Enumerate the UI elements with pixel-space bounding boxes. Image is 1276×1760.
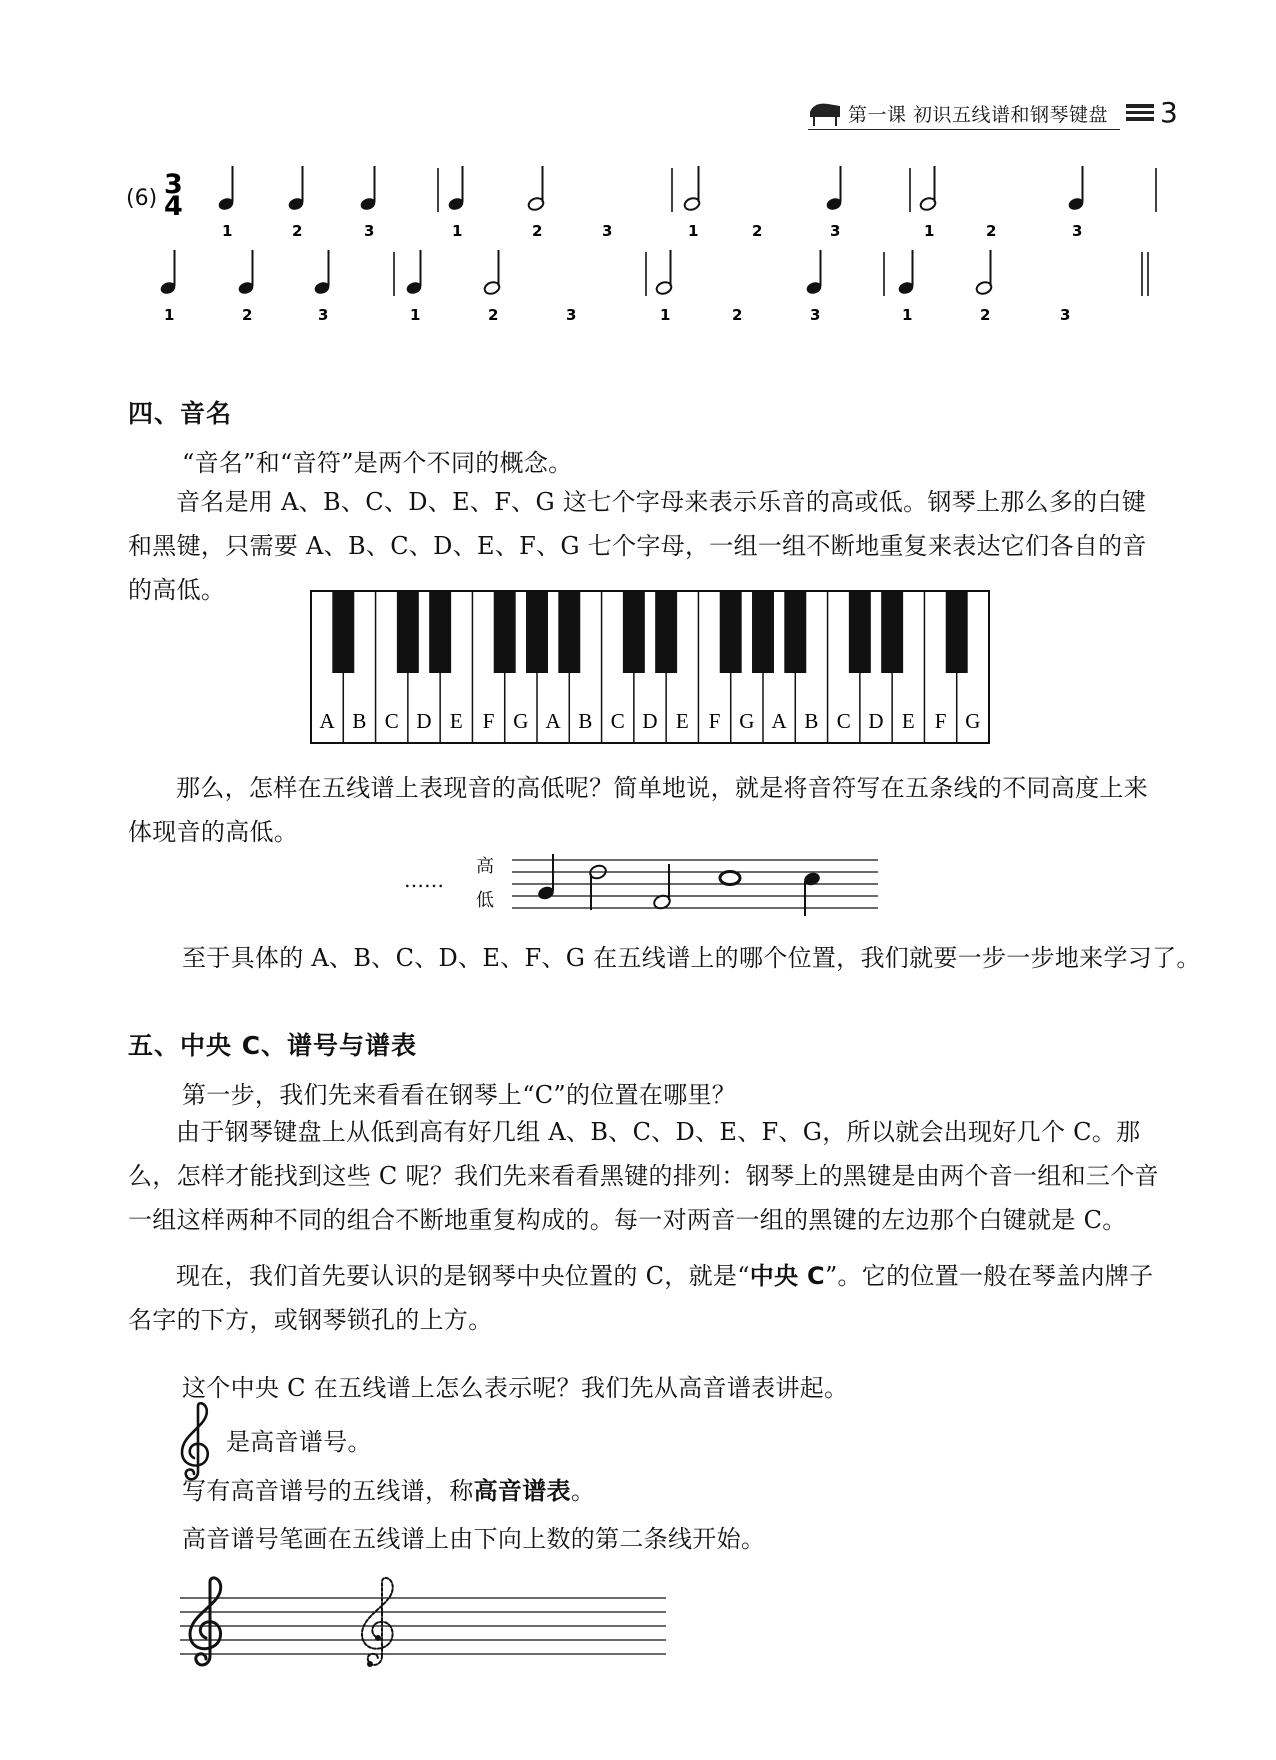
rhythm-note	[1067, 166, 1085, 240]
black-key	[849, 591, 871, 673]
finger-number: 2	[292, 222, 303, 240]
running-header	[808, 98, 1180, 132]
white-key-label: A	[545, 709, 561, 733]
finger-number: 1	[924, 222, 935, 240]
white-key-label: G	[513, 709, 529, 733]
finger-number: 3	[566, 306, 577, 324]
finger-number: 3	[602, 222, 613, 240]
white-key-label: A	[771, 709, 787, 733]
finger-number: 2	[488, 306, 499, 324]
white-key-label: C	[610, 709, 625, 733]
black-key	[332, 591, 354, 673]
finger-number: 1	[164, 306, 175, 324]
black-key	[655, 591, 677, 673]
exercise-row-2	[159, 250, 1148, 324]
section-4-p1: “音名”和“音符”是两个不同的概念。	[182, 449, 573, 477]
black-key	[784, 591, 806, 673]
page-number: 3	[1160, 96, 1178, 129]
white-key-label: G	[739, 709, 755, 733]
white-key-label: D	[416, 709, 432, 733]
finger-number: 3	[810, 306, 821, 324]
rhythm-note	[237, 250, 255, 324]
finger-number: 2	[752, 222, 763, 240]
middle-c-term: 中央 C	[749, 1262, 825, 1290]
finger-number: 1	[688, 222, 699, 240]
note-half-1	[588, 864, 607, 910]
rhythm-note	[313, 250, 331, 324]
section-5-p1: 第一步，我们先来看看在钢琴上“C”的位置在哪里？	[182, 1081, 737, 1109]
note-quarter-2	[802, 871, 821, 916]
note-half-2	[652, 864, 671, 910]
rhythm-note	[897, 250, 915, 324]
treble-clef-description: 是高音谱号。	[226, 1428, 372, 1456]
rhythm-note	[919, 166, 937, 240]
section-4-heading: 四、音名	[128, 399, 233, 428]
black-key	[397, 591, 419, 673]
finger-number: 2	[732, 306, 743, 324]
black-key	[946, 591, 968, 673]
section-4-p3: 那么，怎样在五线谱上表现音的高低呢？简单地说，就是将音符写在五条线的不同高度上来体现音的高低。	[128, 774, 1148, 846]
white-key-label: F	[708, 709, 721, 733]
pitch-high-label: 高	[476, 856, 494, 877]
section-5-p2: 由于钢琴键盘上从低到高有好几组 A、B、C、D、E、F、G，所以就会出现好几个 C。那么，怎样才能找到这些 C 呢？我们先来看看黑键的排列：钢琴上的黑键是由两个音一组和三个音一组这样两种不同的组合不断地重复构成的。每一对两音一组的黑键的左边那个白键就是 C。	[128, 1118, 1159, 1234]
treble-clef-symbol	[190, 1578, 221, 1665]
rhythm-note	[287, 166, 305, 240]
section-4-p4: 至于具体的 A、B、C、D、E、F、G 在五线谱上的哪个位置，我们就要一步一步地来学习了。	[182, 944, 1201, 972]
piano-keyboard-diagram	[310, 590, 990, 744]
section-4-p3-block	[128, 766, 1164, 854]
black-key	[494, 591, 516, 673]
section-5-p5-after: 。	[570, 1477, 596, 1505]
black-key	[558, 591, 580, 673]
exercise-row-1	[217, 166, 1156, 240]
black-key	[623, 591, 645, 673]
rhythm-note	[825, 166, 843, 240]
section-5-p4: 这个中央 C 在五线谱上怎么表示呢？我们先从高音谱表讲起。	[182, 1374, 849, 1402]
white-key-label: D	[868, 709, 884, 733]
white-key-label: A	[319, 709, 335, 733]
black-key	[720, 591, 742, 673]
finger-number: 1	[660, 306, 671, 324]
finger-number: 2	[980, 306, 991, 324]
menu-bars-icon	[1126, 104, 1154, 124]
rhythm-note	[359, 166, 377, 240]
rhythm-note	[1060, 306, 1070, 324]
white-key-label: B	[578, 709, 593, 733]
white-key-label: G	[965, 709, 981, 733]
rhythm-note	[566, 306, 576, 324]
pitch-low-label: 低	[476, 890, 494, 911]
finger-number: 1	[410, 306, 421, 324]
white-key-label: F	[934, 709, 947, 733]
pitch-dots: ……	[404, 868, 444, 892]
header-rule	[808, 129, 1120, 130]
finger-number: 3	[364, 222, 375, 240]
rhythm-note	[683, 166, 701, 240]
white-key-label: B	[352, 709, 367, 733]
finger-number: 2	[986, 222, 997, 240]
white-key-label: B	[804, 709, 819, 733]
section-5-p3-before: 现在，我们首先要认识的是钢琴中央位置的 C，就是“	[176, 1262, 750, 1290]
white-key-label: E	[675, 709, 689, 733]
section-5-p3	[128, 1254, 1164, 1342]
pitch-staff-example	[512, 850, 878, 920]
finger-number: 2	[532, 222, 543, 240]
section-5-p5	[182, 1471, 595, 1506]
note-quarter-1	[536, 854, 555, 901]
rhythm-exercise	[0, 160, 1276, 360]
rhythm-note	[655, 250, 673, 324]
header-title: 第一课 初识五线谱和钢琴键盘	[848, 104, 1109, 126]
rhythm-note	[752, 222, 762, 240]
finger-number: 3	[830, 222, 841, 240]
white-key-label: E	[901, 709, 915, 733]
piano-icon	[808, 100, 842, 126]
rhythm-note	[986, 222, 996, 240]
treble-staff-term: 高音谱表	[473, 1477, 571, 1505]
time-signature	[164, 169, 183, 222]
section-5-heading: 五、中央 C、谱号与谱表	[128, 1031, 418, 1060]
black-key	[752, 591, 774, 673]
rhythm-note	[805, 250, 823, 324]
bar-line	[1142, 252, 1148, 296]
rhythm-note	[217, 166, 235, 240]
finger-number: 3	[318, 306, 329, 324]
rhythm-note	[527, 166, 545, 240]
rhythm-note	[447, 166, 465, 240]
white-key-label: C	[836, 709, 851, 733]
rhythm-note	[602, 222, 612, 240]
rhythm-note	[732, 306, 742, 324]
time-signature-top: 3	[164, 169, 183, 200]
white-key-label: D	[642, 709, 658, 733]
black-key	[429, 591, 451, 673]
rhythm-note	[405, 250, 423, 324]
white-key-label: E	[449, 709, 463, 733]
finger-number: 1	[222, 222, 233, 240]
treble-clef-staff-example	[180, 1570, 666, 1670]
finger-number: 2	[242, 306, 253, 324]
section-4-p2: 音名是用 A、B、C、D、E、F、G 这七个字母来表示乐音的高或低。钢琴上那么多的白键和黑键，只需要 A、B、C、D、E、F、G 七个字母，一组一组不断地重复来表达它们各自的音的高低。	[128, 488, 1147, 604]
section-5-p3-after: ”。它的位置一般在琴盖内牌子名字的下方，或钢琴锁孔的上方。	[128, 1262, 1154, 1334]
rhythm-note	[483, 250, 501, 324]
section-5-p5-before: 写有高音谱号的五线谱，称	[182, 1477, 474, 1505]
finger-number: 1	[452, 222, 463, 240]
finger-number: 3	[1060, 306, 1071, 324]
black-key	[526, 591, 548, 673]
time-signature-bottom: 4	[164, 191, 183, 222]
section-5-p3-block	[128, 1254, 1164, 1342]
rhythm-note	[975, 250, 993, 324]
white-key-label: C	[384, 709, 399, 733]
finger-number: 3	[1072, 222, 1083, 240]
exercise-label: (6)	[126, 186, 158, 211]
finger-number: 1	[902, 306, 913, 324]
section-5-p6: 高音谱号笔画在五线谱上由下向上数的第二条线开始。	[182, 1525, 766, 1553]
black-key	[881, 591, 903, 673]
note-whole-1	[720, 872, 740, 885]
section-5-p2-block	[128, 1110, 1164, 1242]
white-key-label: F	[482, 709, 495, 733]
rhythm-note	[159, 250, 177, 324]
